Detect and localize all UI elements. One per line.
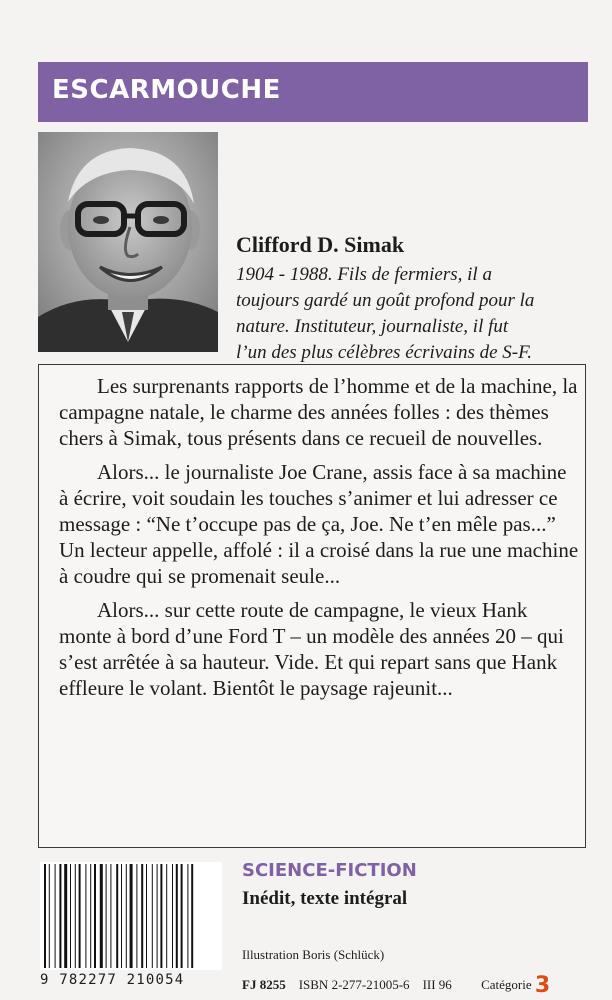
barcode-digits: 9 782277 210054 <box>40 972 185 988</box>
barcode-bar <box>157 864 158 968</box>
print-code: III 96 <box>422 977 452 992</box>
blurb-paragraph: Alors... sur cette route de campagne, le vieux Hank monte à bord d’une Ford T – un modèle des années 20 – qui s’est arrêtée à sa hauteur. Vide. Et qui repart sans que Hank effleure le volant. Bientôt le paysage rajeunit... <box>59 598 564 700</box>
title-banner <box>38 62 588 122</box>
barcode <box>40 862 222 970</box>
isbn: ISBN 2-277-21005-6 <box>298 977 410 992</box>
barcode-bar <box>64 864 67 968</box>
blurb-text <box>59 373 579 709</box>
genre-label: SCIENCE-FICTION <box>242 860 417 881</box>
barcode-bar <box>94 864 96 968</box>
barcode-bar <box>121 864 122 968</box>
barcode-bar <box>141 864 143 968</box>
barcode-bar <box>191 864 193 968</box>
book-title: ESCARMOUCHE <box>52 75 281 105</box>
barcode-bar <box>172 864 173 968</box>
barcode-bar <box>110 864 111 968</box>
blurb-paragraph: Les surprenants rapports de l’homme et de la machine, la campagne natale, le charme des années folles : des thèmes chers à Simak, tous présents dans ce recueil de nouvelles. <box>59 374 578 450</box>
barcode-bar <box>181 864 183 968</box>
barcode-bar <box>160 864 162 968</box>
publication-info <box>242 973 550 998</box>
author-name: Clifford D. Simak <box>236 232 405 257</box>
barcode-bar <box>59 864 61 968</box>
barcode-bar <box>130 864 133 968</box>
bio-line: l’un des plus célèbres écrivains de S-F. <box>236 342 533 363</box>
barcode-bar <box>176 864 178 968</box>
bio-line: nature. Instituteur, journaliste, il fut <box>236 316 509 337</box>
edition-label: Inédit, texte intégral <box>242 888 408 909</box>
author-photo <box>38 132 218 352</box>
bio-line: 1904 - 1988. Fils de fermiers, il a <box>236 264 492 285</box>
barcode-bar <box>116 864 118 968</box>
barcode-bar <box>79 864 81 968</box>
author-bio <box>236 262 596 366</box>
category-label: Catégorie <box>481 977 532 992</box>
illustration-credit: Illustration Boris (Schlück) <box>242 947 385 962</box>
barcode-bar <box>100 864 103 968</box>
barcode-bar <box>146 864 147 968</box>
barcode-bar <box>126 864 127 968</box>
barcode-bar <box>44 864 46 968</box>
barcode-bar <box>136 864 137 968</box>
barcode-bar <box>70 864 71 968</box>
barcode-bar <box>75 864 76 968</box>
series-code: FJ 8255 <box>242 977 286 992</box>
barcode-bar <box>106 864 107 968</box>
bio-line: toujours gardé un goût profond pour la <box>236 290 535 311</box>
barcode-bar <box>49 864 50 968</box>
blurb-box <box>38 364 586 848</box>
barcode-bar <box>166 864 167 968</box>
barcode-bar <box>187 864 188 968</box>
barcode-bar <box>55 864 56 968</box>
barcode-bar <box>85 864 86 968</box>
blurb-paragraph: Alors... le journaliste Joe Crane, assis face à sa machine à écrire, voit soudain les touches s’animer et lui adresser ce message : “Ne t’occupe pas de ça, Joe. Ne t’en mêle pas...” Un lecteur appelle, affolé : il a croisé dans la rue une machine à coudre qui se promenait seule... <box>59 460 579 588</box>
barcode-bar <box>152 864 153 968</box>
category-number: 3 <box>534 973 551 998</box>
barcode-bar <box>90 864 91 968</box>
